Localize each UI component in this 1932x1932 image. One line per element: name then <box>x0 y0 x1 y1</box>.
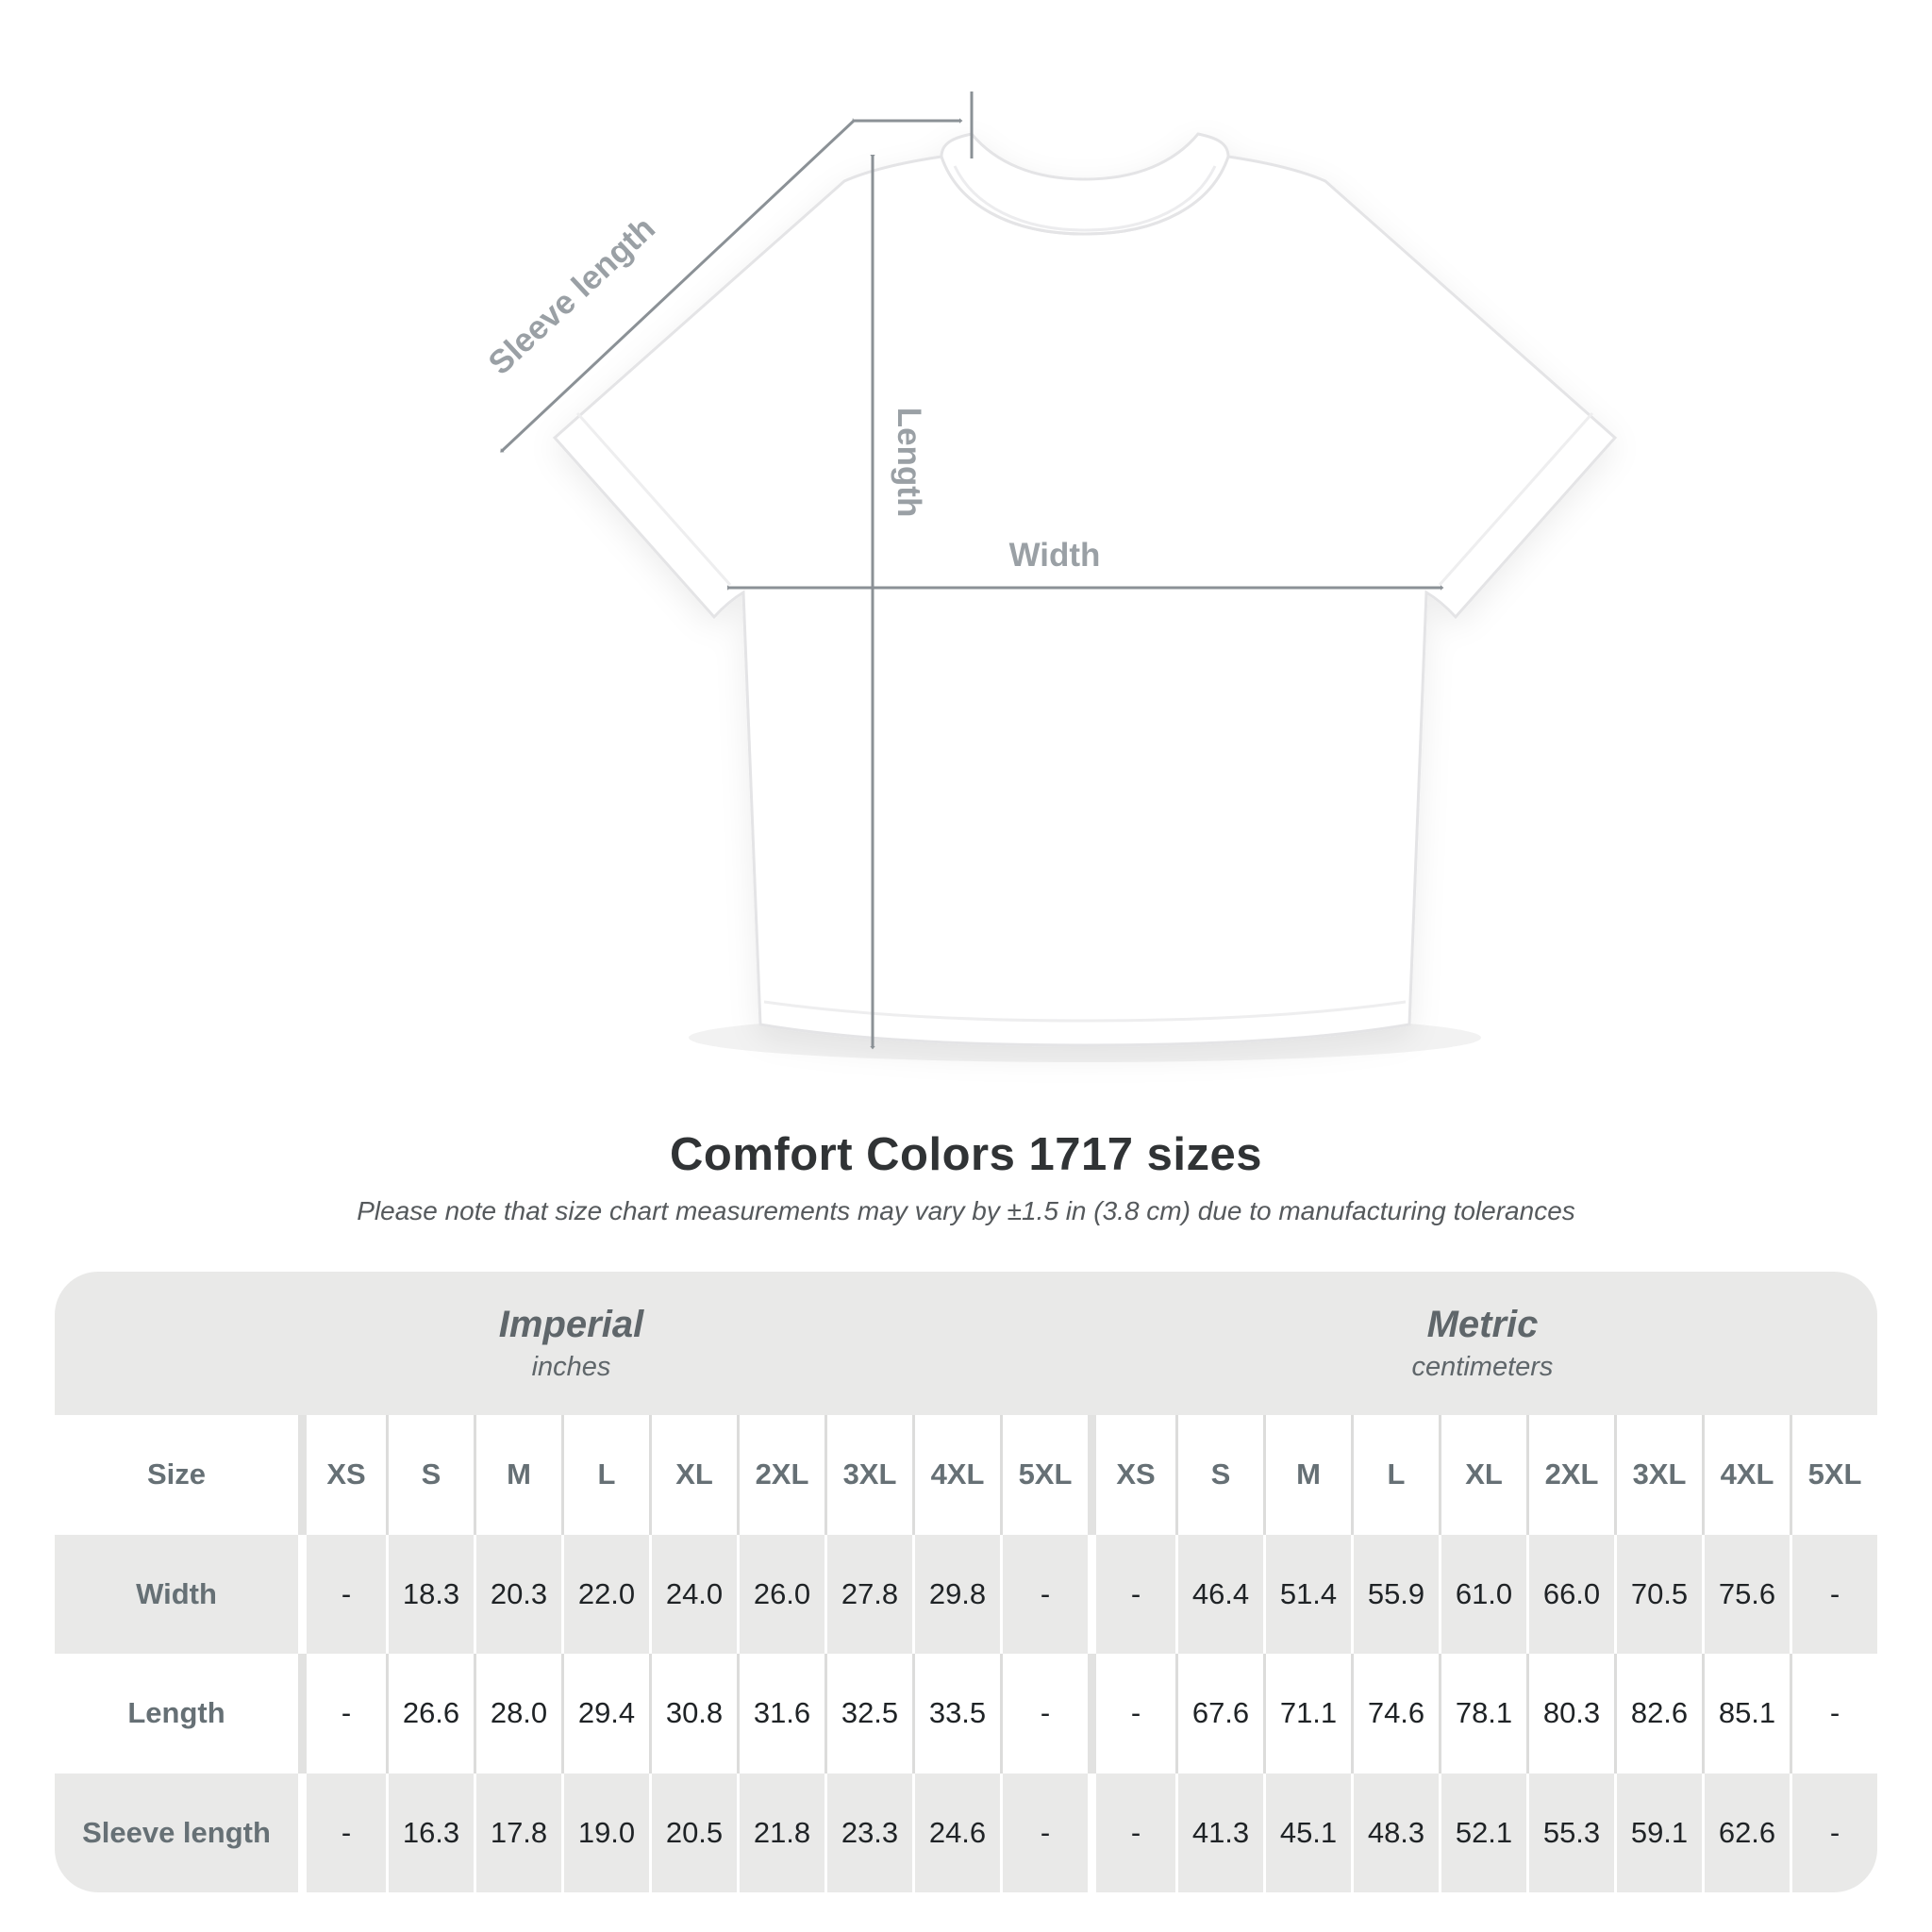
metric-title: Metric <box>1426 1304 1539 1345</box>
measurement-value-cell: 62.6 <box>1702 1774 1790 1893</box>
size-column-header: Size <box>146 1457 207 1491</box>
measurement-value-cell: 82.6 <box>1614 1654 1702 1774</box>
size-header-cell: XS <box>298 1415 386 1535</box>
measurement-value-cell: 71.1 <box>1263 1654 1351 1774</box>
measurement-value-cell: - <box>1790 1774 1877 1893</box>
measurement-value-cell: 80.3 <box>1526 1654 1614 1774</box>
measurement-value-cell: 29.4 <box>561 1654 649 1774</box>
table-row <box>55 1654 1877 1774</box>
page-title: Comfort Colors 1717 sizes <box>670 1129 1262 1180</box>
unit-header-band <box>55 1272 1877 1415</box>
measurement-value-cell: 59.1 <box>1614 1774 1702 1893</box>
measurement-value-cell: 75.6 <box>1702 1535 1790 1655</box>
measurement-value-cell: - <box>298 1535 386 1655</box>
measurement-value-cell: 20.5 <box>649 1774 737 1893</box>
size-header-cell: XS <box>1088 1415 1175 1535</box>
measurement-value-cell: 22.0 <box>561 1535 649 1655</box>
measurement-value-cell: - <box>1088 1654 1175 1774</box>
measurement-value-cell: 55.3 <box>1526 1774 1614 1893</box>
table-row <box>55 1774 1877 1893</box>
size-header-cell: 3XL <box>824 1415 912 1535</box>
measurement-value-cell: 48.3 <box>1351 1774 1439 1893</box>
size-chart-table <box>55 1272 1877 1892</box>
size-header-cell: 5XL <box>1000 1415 1088 1535</box>
measurement-value-cell: 78.1 <box>1439 1654 1526 1774</box>
measurement-value-cell: 20.3 <box>474 1535 561 1655</box>
size-header-cell: L <box>561 1415 649 1535</box>
measurement-row-label: Length <box>127 1696 225 1730</box>
measurement-value-cell: 45.1 <box>1263 1774 1351 1893</box>
size-header-cell: XL <box>1439 1415 1526 1535</box>
measurement-value-cell: - <box>1790 1535 1877 1655</box>
length-label: Length <box>891 407 927 518</box>
measurement-value-cell: 21.8 <box>737 1774 824 1893</box>
table-row <box>55 1535 1877 1655</box>
measurement-value-cell: 28.0 <box>474 1654 561 1774</box>
measurement-value-cell: 70.5 <box>1614 1535 1702 1655</box>
size-header-cell: L <box>1351 1415 1439 1535</box>
measurement-value-cell: - <box>1790 1654 1877 1774</box>
measurement-value-cell: - <box>298 1654 386 1774</box>
measurement-value-cell: 16.3 <box>386 1774 474 1893</box>
measurement-value-cell: 85.1 <box>1702 1654 1790 1774</box>
sleeve-length-label: Sleeve length <box>481 209 662 382</box>
size-header-cell: M <box>1263 1415 1351 1535</box>
measurement-value-cell: 29.8 <box>912 1535 1000 1655</box>
size-table-rows <box>55 1415 1877 1892</box>
measurement-value-cell: 19.0 <box>561 1774 649 1893</box>
measurement-row-label: Sleeve length <box>82 1815 271 1849</box>
imperial-header <box>55 1272 1088 1415</box>
measurement-value-cell: 52.1 <box>1439 1774 1526 1893</box>
measurement-value-cell: 66.0 <box>1526 1535 1614 1655</box>
measurement-value-cell: 24.6 <box>912 1774 1000 1893</box>
measurement-value-cell: 55.9 <box>1351 1535 1439 1655</box>
size-header-cell: 4XL <box>912 1415 1000 1535</box>
size-header-cell: 2XL <box>737 1415 824 1535</box>
size-header-cell: 3XL <box>1614 1415 1702 1535</box>
measurement-value-cell: 31.6 <box>737 1654 824 1774</box>
measurement-value-cell: 32.5 <box>824 1654 912 1774</box>
measurement-value-cell: 17.8 <box>474 1774 561 1893</box>
measurement-value-cell: 26.0 <box>737 1535 824 1655</box>
measurement-value-cell: 30.8 <box>649 1654 737 1774</box>
width-label: Width <box>1008 537 1101 574</box>
size-header-cell: XL <box>649 1415 737 1535</box>
measurement-value-cell: 23.3 <box>824 1774 912 1893</box>
size-header-cell: 4XL <box>1702 1415 1790 1535</box>
measurement-value-cell: 18.3 <box>386 1535 474 1655</box>
measurement-row-label: Width <box>136 1576 217 1610</box>
imperial-unit: inches <box>531 1352 611 1382</box>
measurement-value-cell: 61.0 <box>1439 1535 1526 1655</box>
measurement-value-cell: 67.6 <box>1175 1654 1263 1774</box>
size-header-cell: S <box>1175 1415 1263 1535</box>
measurement-value-cell: - <box>1000 1774 1088 1893</box>
imperial-title: Imperial <box>498 1304 644 1345</box>
metric-unit: centimeters <box>1411 1352 1554 1382</box>
measurement-value-cell: 41.3 <box>1175 1774 1263 1893</box>
tshirt-shape <box>555 134 1615 1045</box>
table-row <box>55 1415 1877 1535</box>
measurement-value-cell: 27.8 <box>824 1535 912 1655</box>
measurement-value-cell: 74.6 <box>1351 1654 1439 1774</box>
size-header-cell: S <box>386 1415 474 1535</box>
measurement-value-cell: - <box>1088 1774 1175 1893</box>
measurement-value-cell: - <box>1088 1535 1175 1655</box>
measurement-value-cell: - <box>1000 1535 1088 1655</box>
size-header-cell: 2XL <box>1526 1415 1614 1535</box>
size-header-cell: M <box>474 1415 561 1535</box>
tolerance-note: Please note that size chart measurements may vary by ±1.5 in (3.8 cm) due to manufacturing tolerances <box>357 1196 1575 1225</box>
measurement-value-cell: - <box>298 1774 386 1893</box>
size-header-cell: 5XL <box>1790 1415 1877 1535</box>
measurement-value-cell: 24.0 <box>649 1535 737 1655</box>
measurement-value-cell: 51.4 <box>1263 1535 1351 1655</box>
metric-header <box>1088 1272 1877 1415</box>
measurement-value-cell: 26.6 <box>386 1654 474 1774</box>
measurement-value-cell: - <box>1000 1654 1088 1774</box>
measurement-value-cell: 46.4 <box>1175 1535 1263 1655</box>
measurement-value-cell: 33.5 <box>912 1654 1000 1774</box>
